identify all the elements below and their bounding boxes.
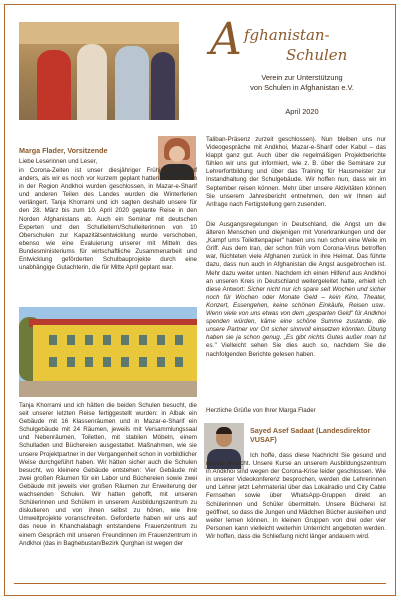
author-heading: Marga Flader, Vorsitzende <box>19 146 108 155</box>
organization-subtitle <box>212 73 392 93</box>
subtitle-line2: von Schulen in Afghanistan e.V. <box>250 83 354 92</box>
subtitle-line1: Verein zur Unterstützung <box>261 73 343 82</box>
logo-line2: Schulen <box>286 46 348 64</box>
logo <box>210 14 390 70</box>
continuation-paragraph: Taliban-Präsenz zurzeit geschlossen). Nun bleiben uns nur Videogespräche mit Andkhoi, Mazar-e-Sharif oder Kabul – das klappt ganz gut. Auch über die regelmäßigen Projektberichte fühlen wir uns gut informiert, wie z. B. über die Seminare zur Lehrerfortbildung und über das Training für Hausmeister zur Instandhaltung der Schulgebäude. Wir hoffen nun, dass wir im September reisen können. Mehr über unsere Aktivitäten können Sie unserem Jahresbericht entnehmen, den wir Ihnen auf Anfrage nach Fertigstellung gern zusenden. <box>206 136 386 208</box>
greeting: Liebe Leserinnen und Leser, <box>19 158 98 165</box>
group-photo <box>19 22 179 120</box>
corona-quote: Sicher nicht nur ich spare seit Wochen und sicher noch für Wochen oder Monate Geld – kein Kino, Theater, Konzert, Essengehen, keine schönen Einkäufe, Reisen usw.. Wenn viele von uns etwas von dem „gesparten Geld" für Andkhoi spenden würden, käme eine schöne Summe zustande, die unsere Partner vor Ort sicher sinnvoll einsetzen könnten. Übung haben sie ja schon genug. „Es gibt nichts Gutes außer man tut es." <box>206 285 386 350</box>
director-heading-line1: Sayed Asef Sadaat (Landesdirektor <box>250 426 371 435</box>
issue-date: April 2020 <box>285 107 319 116</box>
bottom-rule <box>14 583 386 584</box>
corona-text-end: Vielleicht sehen Sie dies auch so, nachdem Sie die nachfolgenden Berichte gelesen haben. <box>206 342 386 358</box>
closing-line: Herzliche Grüße von Ihrer Marga Flader <box>206 407 316 414</box>
visit-paragraph: Tanja Khorrami und ich hätten die beiden Schulen besucht, die seit unserer letzten Reise fertiggestellt wurden: in Albak ein Gebäude mit 16 Klassenräumen und in Mazar-e-Sharif ein Schulgebäude mit 24 Räumen, jeweils mit Versammlungssaal und Nebenräumen, Toiletten, mit stabilen Möbeln, einem Schulladen und Büchereien ausgestattet. Maßnahmen, wie sie unsere Projektpartner in der Vergangenheit schon in vorbildlicher Weise durchgeführt haben. Wir hätten sicher auch die Schulen besucht, wo kleinere Gebäude entstehen: Vier Gebäude mit zwei großen Räumen für ein Labor und Büchereien sowie zwei Gebäude mit jeweils vier großen Räumen zur Erweiterung der wachsenden Schulen. Wir hatten gehofft, mit unseren Schülerinnen und Schülern in unserem Ausbildungszentrum zu diskutieren und von ihnen selbst zu hören, wie ihre Umweltprojekte voranschreiten. Geforderte haben wir uns auf das neue in Khanchalabagh entstandene Frauenzentrum zu einem Gespräch mit unseren Freundinnen im Frauenzentrum in Andkhoi (das in Baghebustan/Bezirk Qurghan ist wegen der <box>19 402 197 547</box>
intro-paragraph: in Corona-Zeiten ist unser diesjähriger Frühjahrsrundbrief anders, als wir es noch vor kurzem geplant hatten. Die Schulen in der Region Andkhoi wurden geschlossen, in Mazar-e-Sharif und anderen Teilen des Landes wurden die Winterferien verlängert. Tanja Khorrami und ich sagten deshalb unsere für den 28. März bis zum 10. April 2020 geplante Reise in den Norden Afghanistans ab. Auch ein Seminar mit deutschen Experten und den Schulleitern/Schulleiterinnen von 10 Oberschulen zur Kapazitätsentwicklung wurde verschoben, ebenso wie eine Evaluierung unserer mit Mitteln des Bundesministeriums für wirtschaftliche Zusammenarbeit und Entwicklung geförderten Schulbauprojekte durch eine unabhängige Gutachterin, die für Mitte April geplant war. <box>19 167 197 272</box>
corona-paragraph <box>206 221 386 391</box>
school-building-photo <box>19 307 197 397</box>
director-heading <box>250 426 390 444</box>
corona-text: Die Ausgangsregelungen in Deutschland, die Angst um die älteren Menschen und diejenigen mit Vorerkrankungen und der „Kampf ums Toilettenpapier" haben uns nun schon eine Weile im Griff. Aus dem Iran, der schon früh vom Corona-Virus betroffen war, flüchteten viele Afghanen zurück in ihre Heimat. Das führte dazu, dass nun auch in Afghanistan die Angst ausgebrochen ist. Mehr dazu weiter unten. Nachdem ich einen Hilferuf aus Andkhoi an unseren Kreis in Deutschland weitergeleitet hatte, erhielt ich diese Antwort: <box>206 221 386 293</box>
director-paragraph: Ich hoffe, dass diese Nachricht Sie gesund und munter erreicht. Unsere Kurse an unserem Ausbildungszentrum in Andkhoi sind wegen der Corona-Krise leider geschlossen. Wie in unserer Videokonferenz besprochen, werden die Lehrerinnen und Lehrer jetzt Lehrmaterial über das Lokalradio und City Cable Fernsehen sowie über WhatsApp-Gruppen direkt an Schülerinnen und Schüler übermitteln. Unsere Bücherei ist geöffnet, so dass die Jungen und Mädchen Bücher ausleihen und weiter lernen können. In kleinen Gruppen von drei oder vier Personen kann vielleicht weiterhin Unterricht angeboten werden. Wir hoffen, dass die Schließung nicht länger andauern wird. <box>206 452 386 540</box>
director-heading-line2: VUSAF) <box>250 435 277 444</box>
logo-letter: A <box>210 14 242 65</box>
logo-line1: fghanistan- <box>244 26 330 44</box>
